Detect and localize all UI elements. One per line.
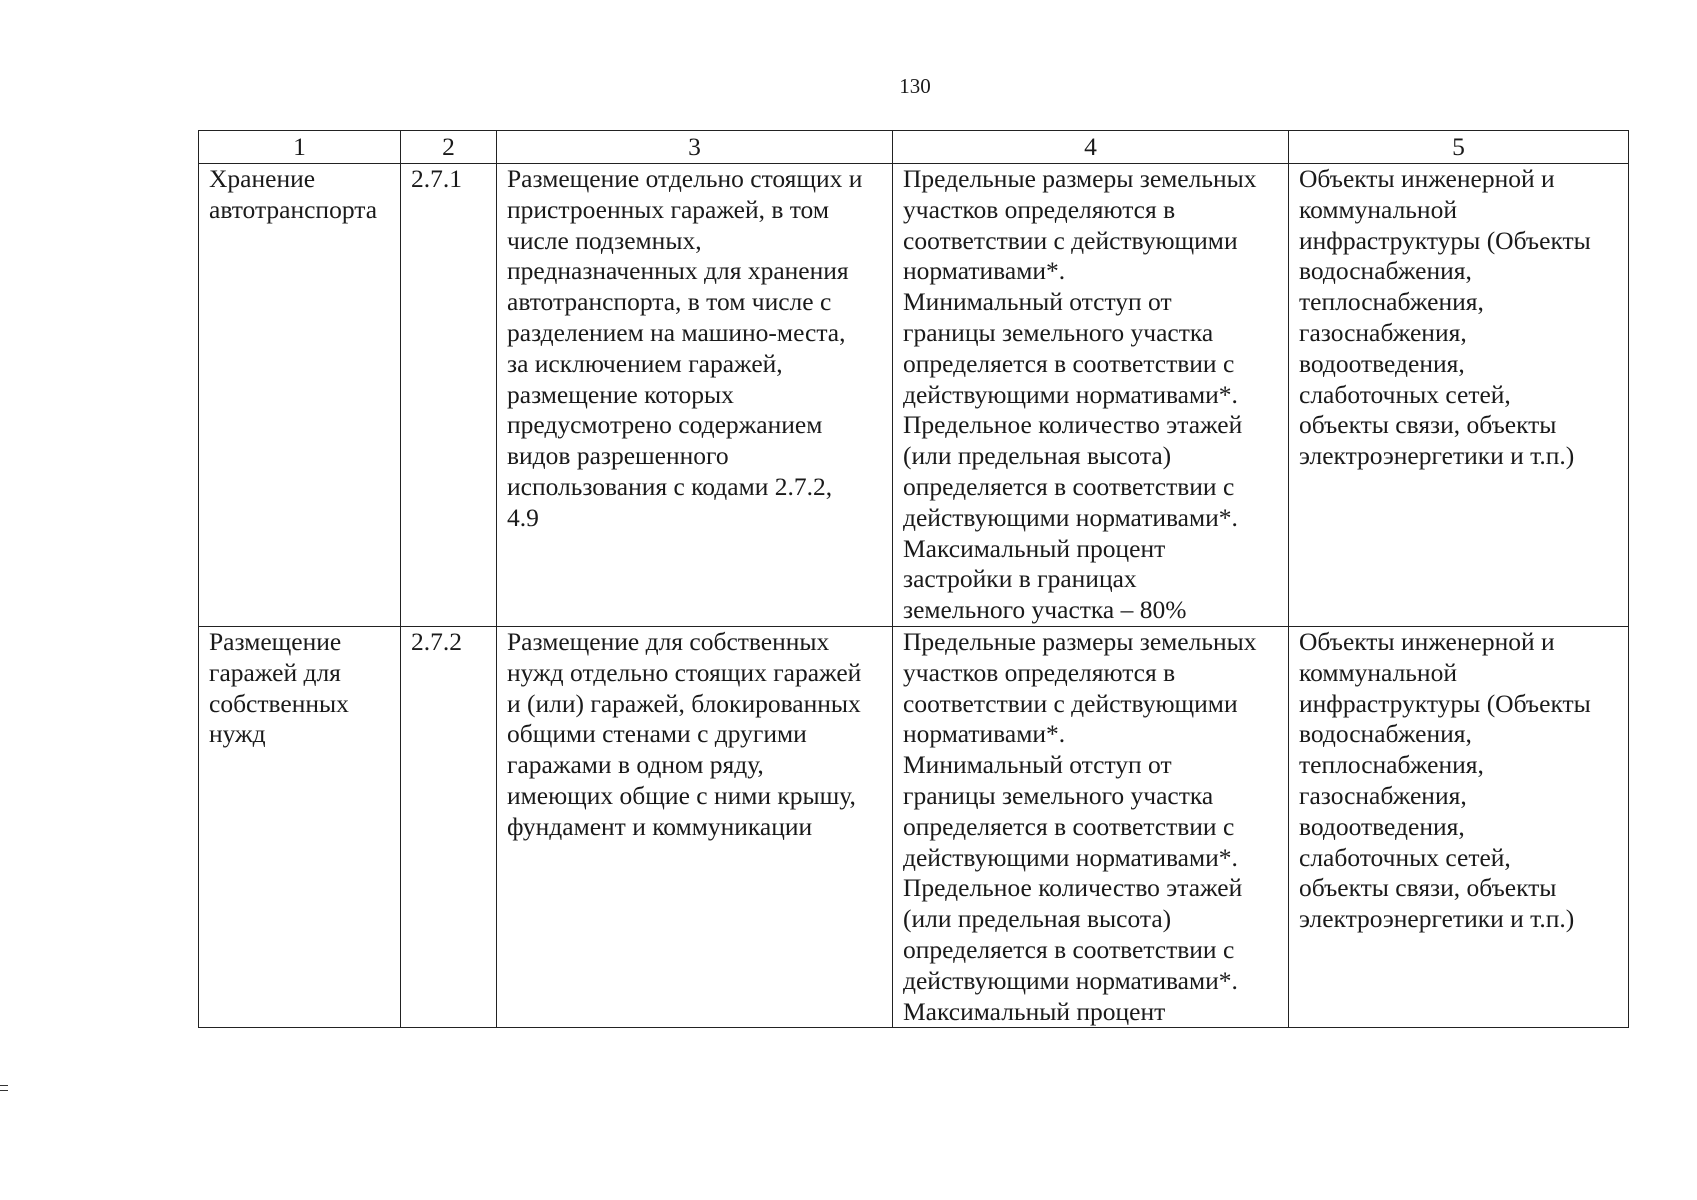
auxiliary-uses-cell: Объекты инженерной и коммунальной инфраструктуры (Объекты водоснабжения, теплоснабжения, газоснабжения, водоотведения, слаботочных сетей, объекты связи, объекты электроэнергетики и т.п.) — [1289, 627, 1629, 1028]
use-parameters-cell: Предельные размеры земельных участков определяются в соответствии с действующими нормативами*. Минимальный отступ от границы земельного участка определяется в соответствии с действующими нормативами*. Предельное количество этажей (или предельная высота) определяется в соответствии с действующими нормативами*. Максимальный процент — [893, 627, 1289, 1028]
table-row — [199, 627, 1629, 1028]
table-row — [199, 164, 1629, 627]
header-cell-4: 4 — [893, 131, 1289, 164]
use-code-cell: 2.7.1 — [401, 164, 497, 627]
auxiliary-uses-cell: Объекты инженерной и коммунальной инфраструктуры (Объекты водоснабжения, теплоснабжения, газоснабжения, водоотведения, слаботочных сетей, объекты связи, объекты электроэнергетики и т.п.) — [1289, 164, 1629, 627]
use-description-cell: Размещение отдельно стоящих и пристроенных гаражей, в том числе подземных, предназначенных для хранения автотранспорта, в том числе с разделением на машино-места, за исключением гаражей, размещение которых предусмотрено содержанием видов разрешенного использования с кодами 2.7.2, 4.9 — [497, 164, 893, 627]
use-name-cell: Хранение автотранспорта — [199, 164, 401, 627]
use-parameters-cell: Предельные размеры земельных участков определяются в соответствии с действующими нормативами*. Минимальный отступ от границы земельного участка определяется в соответствии с действующими нормативами*. Предельное количество этажей (или предельная высота) определяется в соответствии с действующими нормативами*. Максимальный процент застройки в границах земельного участка – 80% — [893, 164, 1289, 627]
scan-margin-mark — [0, 1085, 8, 1091]
header-cell-1: 1 — [199, 131, 401, 164]
land-use-table — [198, 130, 1629, 1028]
page-number: 130 — [899, 74, 931, 98]
header-cell-5: 5 — [1289, 131, 1629, 164]
header-cell-2: 2 — [401, 131, 497, 164]
table-header-row — [199, 131, 1629, 164]
header-cell-3: 3 — [497, 131, 893, 164]
use-name-cell: Размещение гаражей для собственных нужд — [199, 627, 401, 1028]
use-code-cell: 2.7.2 — [401, 627, 497, 1028]
use-description-cell: Размещение для собственных нужд отдельно стоящих гаражей и (или) гаражей, блокированных общими стенами с другими гаражами в одном ряду, имеющих общие с ними крышу, фундамент и коммуникации — [497, 627, 893, 1028]
